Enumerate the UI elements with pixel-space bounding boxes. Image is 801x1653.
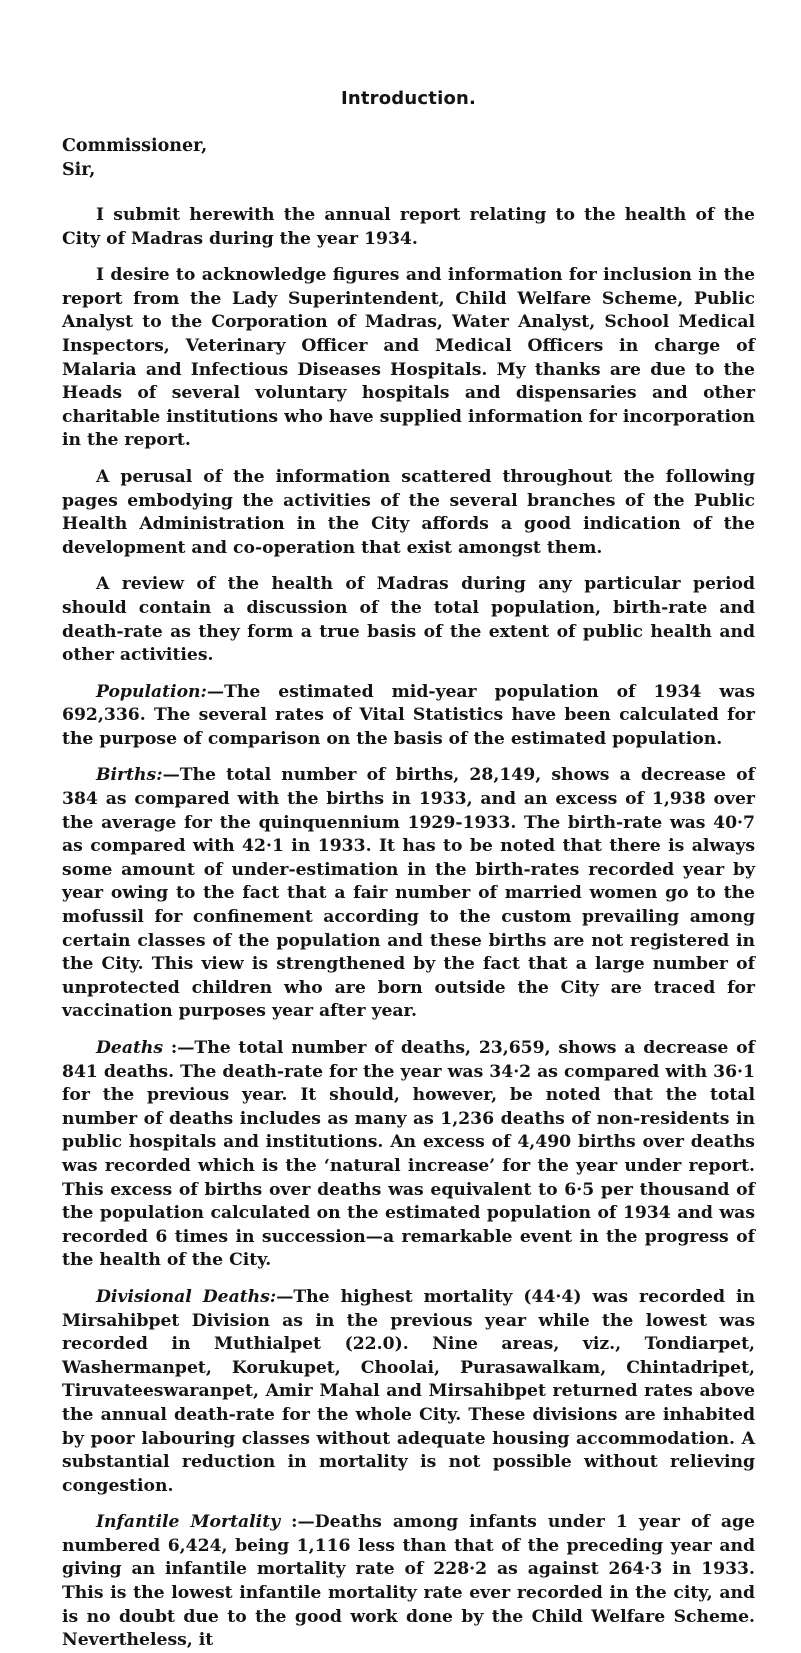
paragraph-review — [62, 573, 755, 667]
salutation-addressee: Commissioner, — [62, 136, 208, 156]
paragraph-heading-population: Population: — [96, 681, 207, 702]
paragraph-heading-divisional-deaths: Divisional Deaths: — [96, 1286, 277, 1307]
paragraph-text: A perusal of the information scattered throughout the following pages embodying the activities of the several branches of the Public Health Administration in the City affords a good indication of the development and co-operation that exist amongst them. — [62, 466, 755, 558]
paragraph-births — [62, 764, 755, 1024]
salutation-greeting: Sir, — [62, 160, 96, 180]
paragraph-text: —The total number of births, 28,149, shows a decrease of 384 as compared with the births in 1933, and an excess of 1,938 over the average for the quinquennium 1929-1933. The birth-rate was 40·7 as compared with 42·1 in 1933. It has to be noted that there is always some amount of under-estimation in the birth-rates recorded year by year owing to the fact that a fair number of married women go to the mofussil for confinement according to the custom prevailing among certain classes of the population and these births are not registered in the City. This view is strengthened by the fact that a large number of unprotected children who are born outside the City are traced for vaccination purposes year after year. — [62, 765, 755, 1022]
page-title: Introduction. — [340, 88, 477, 109]
paragraph-submission — [62, 204, 755, 251]
paragraph-text: I desire to acknowledge figures and information for inclusion in the report from the Lady Superintendent, Child Welfare Scheme, Public Analyst to the Corporation of Madras, Water Analyst, School Medical Inspectors, Veterinary Officer and Medical Officers in charge of Malaria and Infectious Diseases Hospitals. My thanks are due to the Heads of several voluntary hospitals and dispensaries and other charitable institutions who have supplied information for incorporation in the report. — [62, 265, 755, 451]
paragraph-population — [62, 681, 755, 752]
paragraph-divisional-deaths — [62, 1286, 755, 1498]
paragraph-text: :—The total number of deaths, 23,659, shows a decrease of 841 deaths. The death-rate for the year was 34·2 as compared with 36·1 for the previous year. It should, however, be noted that the total number of deaths includes as many as 1,236 deaths of non-residents in public hospitals and institutions. An excess of 4,490 births over deaths was recorded which is the ‘natural increase’ for the year under report. This excess of births over deaths was equivalent to 6·5 per thousand of the population calculated on the estimated population of 1934 and was recorded 6 times in succession—a remarkable event in the progress of the health of the City. — [62, 1038, 755, 1271]
report-body — [62, 204, 755, 1653]
paragraph-perusal — [62, 466, 755, 560]
paragraph-heading-births: Births: — [96, 765, 163, 786]
paragraph-heading-deaths: Deaths — [96, 1038, 164, 1058]
paragraph-text: I submit herewith the annual report relating to the health of the City of Madras during the year 1934. — [62, 205, 755, 249]
paragraph-heading-infantile-mortality: Infantile Mortality — [96, 1512, 281, 1533]
paragraph-infantile-mortality — [62, 1511, 755, 1653]
paragraph-text: —The estimated mid-year population of 1934 was 692,336. The several rates of Vital Statistics have been calculated for the purpose of comparison on the basis of the estimated population. — [62, 681, 755, 749]
paragraph-text: :—Deaths among infants under 1 year of age numbered 6,424, being 1,116 less than that of the preceding year and giving an infantile mortality rate of 228·2 as against 264·3 in 1933. This is the lowest infantile mortality rate ever recorded in the city, and is no doubt due to the good work done by the Child Welfare Scheme. Nevertheless, it — [62, 1512, 755, 1651]
paragraph-acknowledgements — [62, 264, 755, 453]
paragraph-text: A review of the health of Madras during any particular period should contain a discussion of the total population, birth-rate and death-rate as they form a true basis of the extent of public health and other activities. — [62, 574, 755, 666]
paragraph-deaths — [62, 1037, 755, 1273]
paragraph-text: —The highest mortality (44·4) was recorded in Mirsahibpet Division as in the previous year while the lowest was recorded in Muthialpet (22.0). Nine areas, viz., Tondiarpet, Washermanpet, Korukupet, Choolai, Purasawalkam, Chintadripet, Tiruvateeswaranpet, Amir Mahal and Mirsahibpet returned rates above the annual death-rate for the whole City. These divisions are inhabited by poor labouring classes without adequate housing accommodation. A substantial reduction in mortality is not possible without relieving congestion. — [62, 1286, 755, 1496]
